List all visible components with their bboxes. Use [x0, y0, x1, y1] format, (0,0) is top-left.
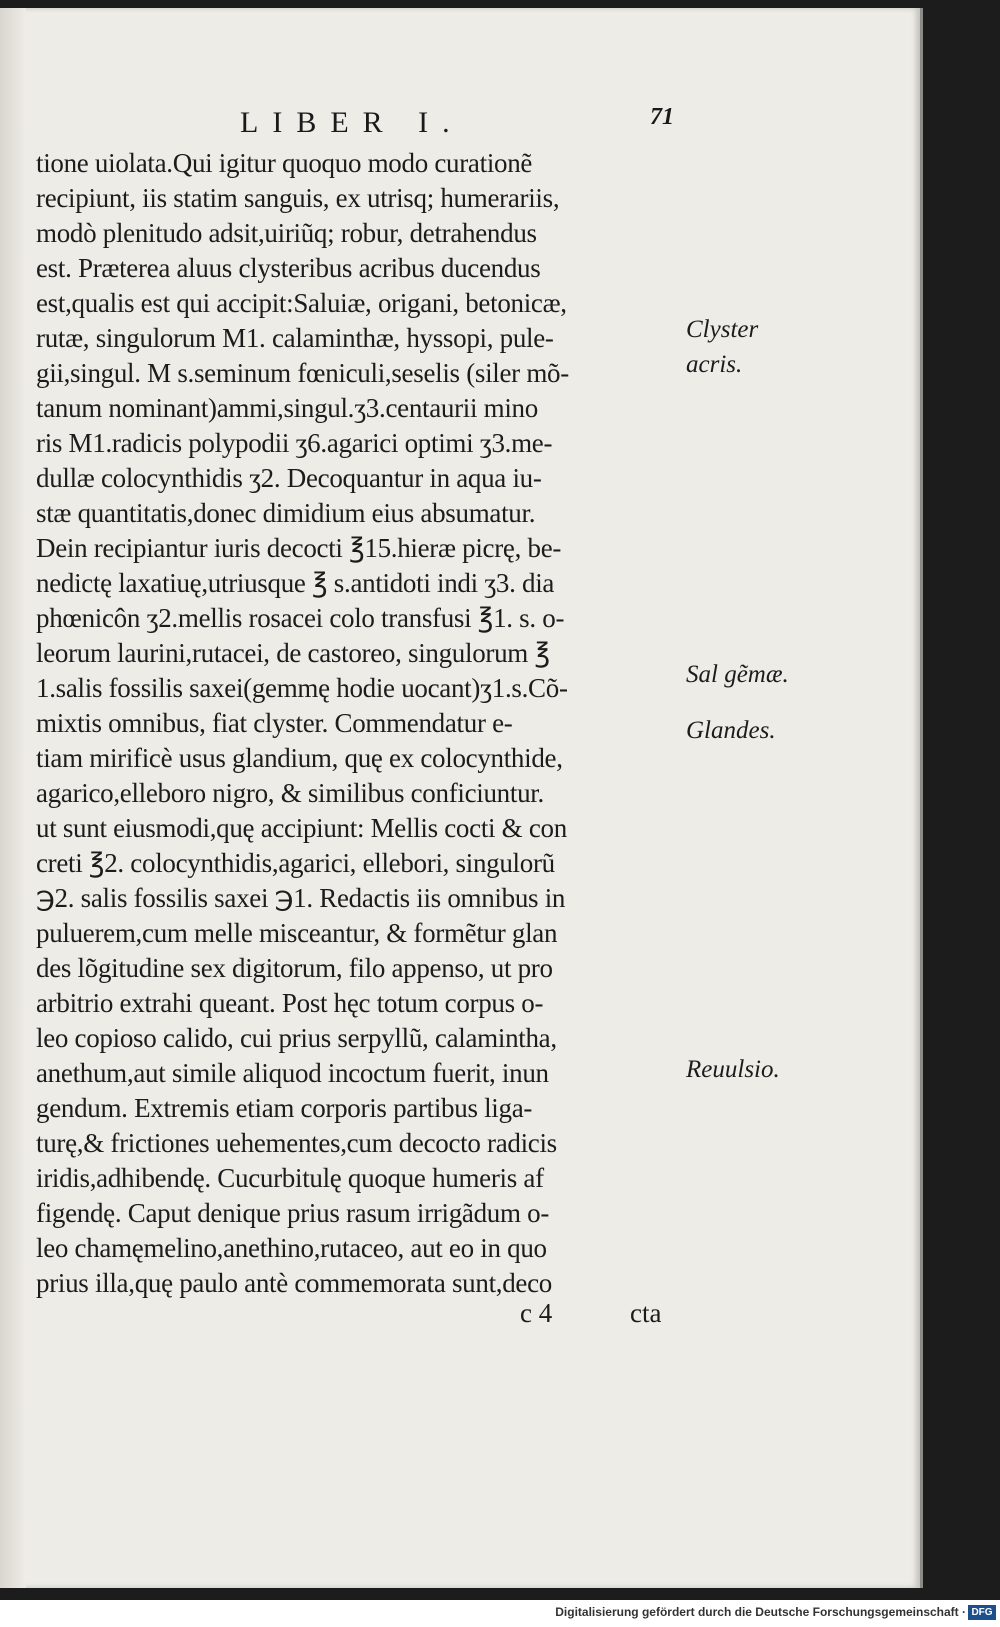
text-line: leo copioso calido, cui prius serpyllũ, calamintha, — [36, 1023, 557, 1053]
text-line: ℈2. salis fossilis saxei ℈1. Redactis iis omnibus in — [36, 883, 566, 913]
text-line: 1.salis fossilis saxei(gemmę hodie uocant)ʒ1.s.Cõ- — [36, 673, 568, 703]
text-line: gii,singul. M s.seminum fœniculi,seselis (siler mõ- — [36, 358, 569, 388]
text-line: puluerem,cum melle misceantur, & formẽtur glan — [36, 918, 558, 948]
text-line: stæ quantitatis,donec dimidium eius absumatur. — [36, 498, 536, 528]
text-line: est. Præterea aluus clysteribus acribus ducendus — [36, 253, 541, 283]
text-line: tanum nominant)ammi,singul.ʒ3.centaurii mino — [36, 393, 538, 423]
text-line: modò plenitudo adsit,uiriũq; robur, detrahendus — [36, 218, 537, 248]
text-line: rutæ, singulorum M1. calaminthæ, hyssopi, pule- — [36, 323, 554, 353]
running-head-title: LIBER I. — [240, 106, 464, 139]
text-line: iridis,adhibendę. Cucurbitulę quoque humeris af — [36, 1163, 544, 1193]
book-page — [0, 8, 923, 1588]
text-line: des lõgitudine sex digitorum, filo appenso, ut pro — [36, 953, 553, 983]
catchword: cta — [630, 1298, 662, 1328]
page-footer — [500, 1298, 700, 1334]
text-line: turę,& frictiones uehementes,cum decocto radicis — [36, 1128, 557, 1158]
margin-note-reuulsio: Reuulsio. — [686, 1056, 780, 1083]
text-line: leo chamęmelino,anethino,rutaceo, aut eo in quo — [36, 1233, 547, 1263]
text-line: anethum,aut simile aliquod incoctum fuerit, inun — [36, 1058, 549, 1088]
text-line: figendę. Caput denique prius rasum irrigãdum o- — [36, 1198, 550, 1228]
banner-text: Digitalisierung gefördert durch die Deutsche Forschungsgemeinschaft · — [555, 1605, 966, 1619]
page-number: 71 — [650, 104, 674, 130]
text-line: est,qualis est qui accipit:Saluiæ, origani, betonicæ, — [36, 288, 567, 318]
text-line: ris M1.radicis polypodii ʒ6.agarici optimi ʒ3.me- — [36, 428, 553, 458]
text-line: mixtis omnibus, fiat clyster. Commendatur e- — [36, 708, 513, 738]
text-line: tione uiolata.Qui igitur quoquo modo curationẽ — [36, 148, 533, 178]
text-line: agarico,elleboro nigro, & similibus conficiuntur. — [36, 778, 544, 808]
digitization-banner — [0, 1600, 1000, 1627]
text-line: prius illa,quę paulo antè commemorata sunt,deco — [36, 1268, 552, 1298]
text-line: leorum laurini,rutacei, de castoreo, singulorum ℥ — [36, 638, 550, 668]
dfg-logo: DFG — [968, 1605, 996, 1620]
text-line: arbitrio extrahi queant. Post hęc totum corpus o- — [36, 988, 544, 1018]
margin-note-sal-gemmae: Sal gẽmæ. — [686, 661, 789, 688]
signature-mark: c 4 — [520, 1298, 553, 1328]
text-line: dullæ colocynthidis ʒ2. Decoquantur in aqua iu- — [36, 463, 542, 493]
running-head — [40, 106, 680, 144]
margin-note-glandes: Glandes. — [686, 717, 776, 744]
text-line: creti ℥2. colocynthidis,agarici, ellebori, singulorũ — [36, 848, 555, 878]
text-line: tiam mirificè usus glandium, quę ex colocynthide, — [36, 743, 563, 773]
margin-note-acris: acris. — [686, 351, 743, 378]
text-line: phœnicôn ʒ2.mellis rosacei colo transfusi ℥1. s. o- — [36, 603, 565, 633]
page-gutter — [0, 8, 26, 1588]
text-line: gendum. Extremis etiam corporis partibus liga- — [36, 1093, 533, 1123]
text-line: ut sunt eiusmodi,quę accipiunt: Mellis cocti & con — [36, 813, 567, 843]
text-line: recipiunt, iis statim sanguis, ex utrisq; humerariis, — [36, 183, 560, 213]
body-text — [36, 146, 686, 1301]
text-line: Dein recipiantur iuris decocti ℥15.hieræ picrę, be- — [36, 533, 562, 563]
text-line: nedictę laxatiuę,utriusque ℥ s.antidoti indi ʒ3. dia — [36, 568, 555, 598]
margin-note-clyster: Clyster — [686, 316, 759, 343]
